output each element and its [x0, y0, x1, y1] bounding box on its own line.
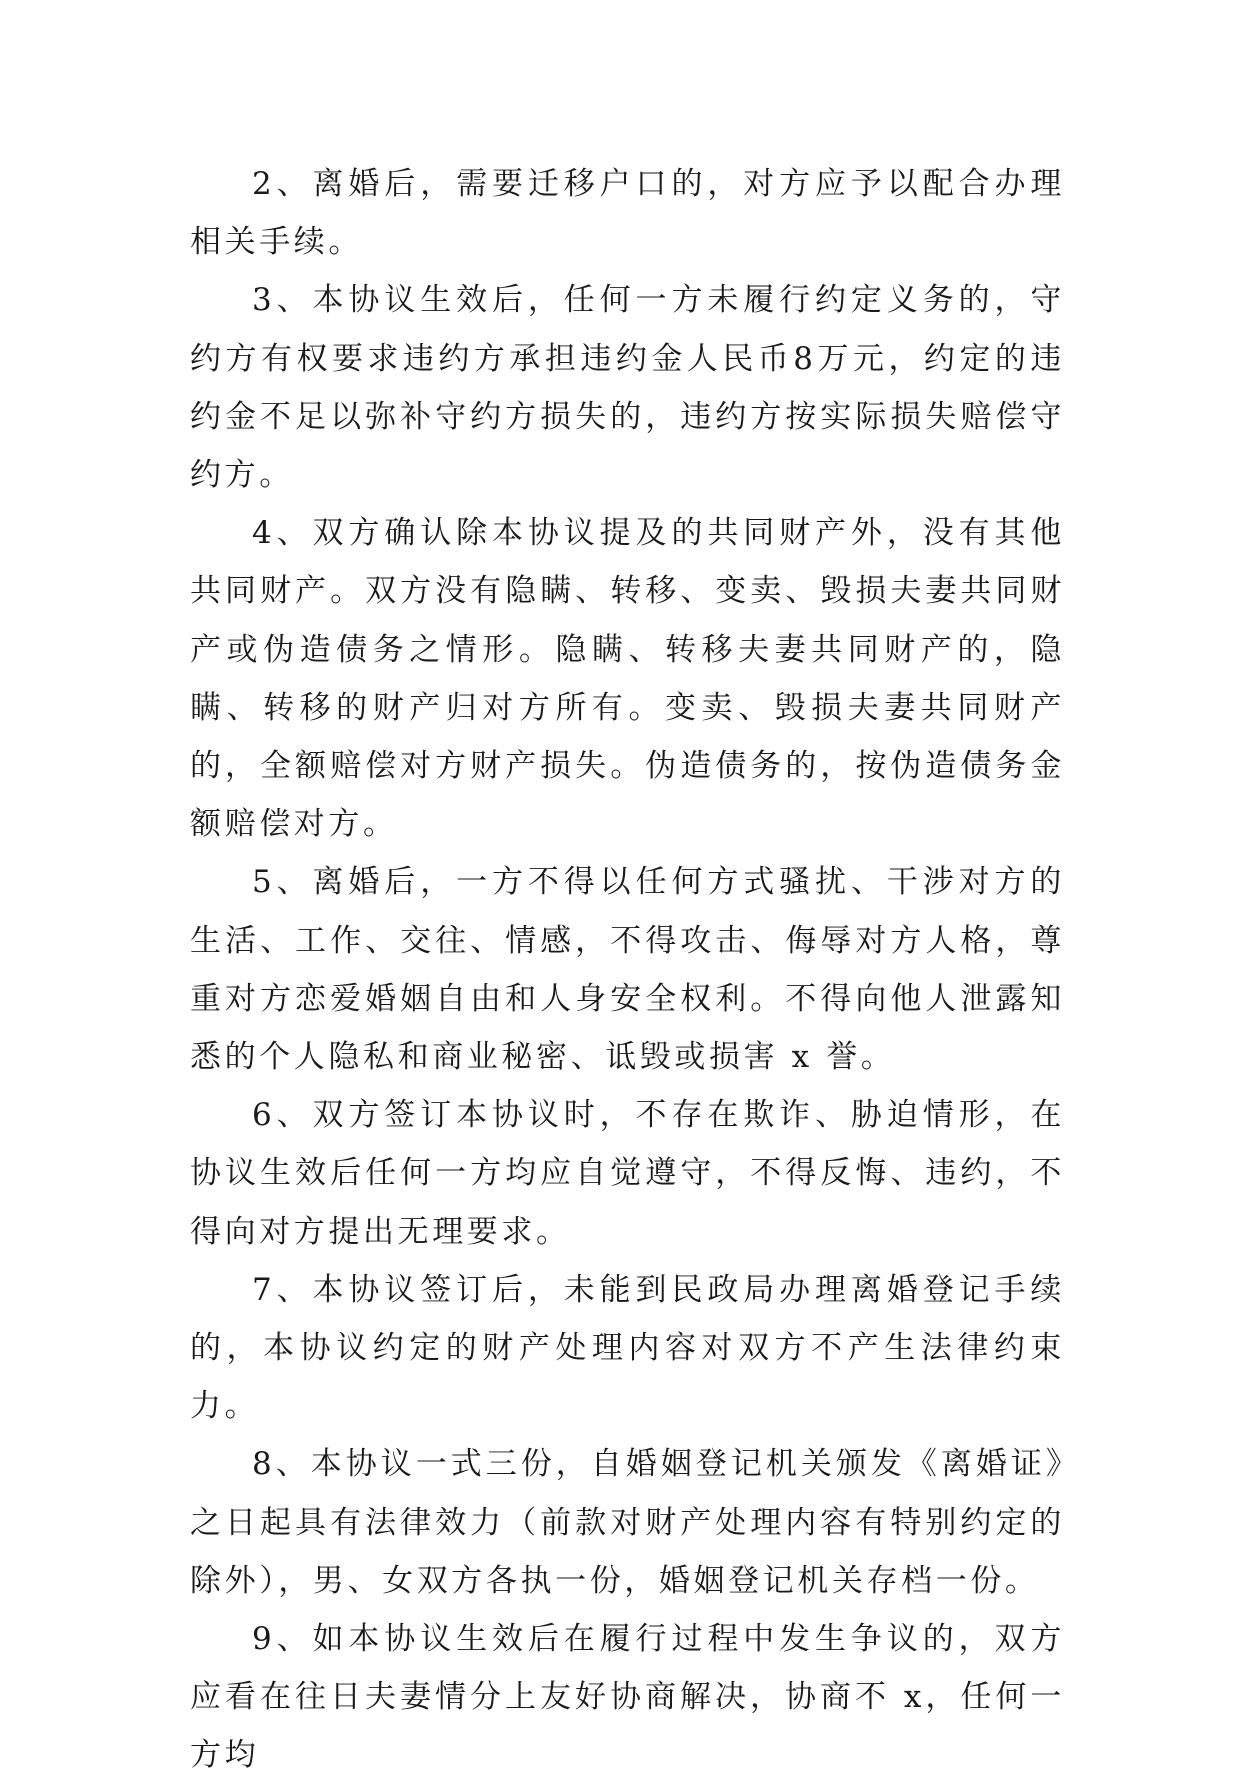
document-body	[190, 155, 1065, 1785]
clause-4: 4、双方确认除本协议提及的共同财产外，没有其他共同财产。双方没有隐瞒、转移、变卖、毁损夫妻共同财产或伪造债务之情形。隐瞒、转移夫妻共同财产的，隐瞒、转移的财产归对方所有。变卖、毁损夫妻共同财产的，全额赔偿对方财产损失。伪造债务的，按伪造债务金额赔偿对方。	[190, 515, 1065, 843]
clause-9: 9、如本协议生效后在履行过程中发生争议的，双方应看在往日夫妻情分上友好协商解决，协商不 x，任何一方均	[190, 1621, 1065, 1774]
clause-7: 7、本协议签订后，未能到民政局办理离婚登记手续的，本协议约定的财产处理内容对双方不产生法律约束力。	[190, 1271, 1065, 1425]
clause-8: 8、本协议一式三份，自婚姻登记机关颁发《离婚证》之日起具有法律效力（前款对财产处理内容有特别约定的除外），男、女双方各执一份，婚姻登记机关存档一份。	[190, 1446, 1065, 1599]
clause-3: 3、本协议生效后，任何一方未履行约定义务的，守约方有权要求违约方承担违约金人民币8万元，约定的违约金不足以弥补守约方损失的，违约方按实际损失赔偿守约方。	[190, 282, 1065, 494]
clause-5: 5、离婚后，一方不得以任何方式骚扰、干涉对方的生活、工作、交往、情感，不得攻击、侮辱对方人格，尊重对方恋爱婚姻自由和人身安全权利。不得向他人泄露知悉的个人隐私和商业秘密、诋毁或损害 x 誉。	[190, 864, 1065, 1076]
clause-6: 6、双方签订本协议时，不存在欺诈、胁迫情形，在协议生效后任何一方均应自觉遵守，不得反悔、违约，不得向对方提出无理要求。	[190, 1097, 1065, 1250]
clause-2: 2、离婚后，需要迁移户口的，对方应予以配合办理相关手续。	[190, 166, 1065, 261]
